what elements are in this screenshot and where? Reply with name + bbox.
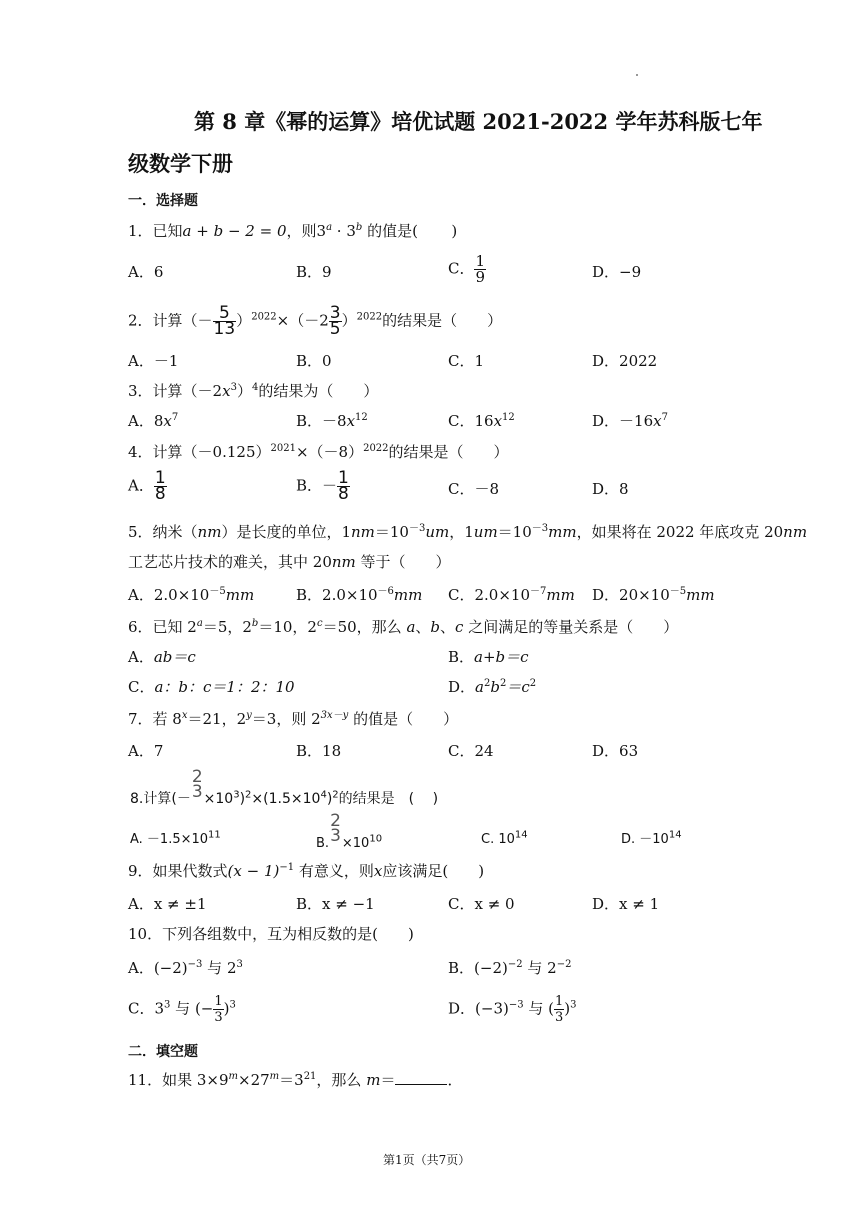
section-choice-heading: 一．选择题 bbox=[128, 193, 198, 209]
text: ×（－8） bbox=[295, 443, 364, 461]
q4-option-a bbox=[128, 468, 167, 504]
q5-option-d bbox=[592, 585, 715, 605]
exponent: y bbox=[246, 710, 252, 721]
variable: x bbox=[653, 412, 662, 430]
fraction bbox=[191, 767, 204, 802]
variable: x bbox=[346, 412, 356, 430]
denominator: 8 bbox=[338, 484, 349, 504]
text: ×(1.5×10 bbox=[251, 791, 321, 807]
exponent: 2 bbox=[499, 678, 507, 689]
label: C． bbox=[448, 259, 475, 278]
text: ） bbox=[236, 382, 252, 400]
text: D. －10 bbox=[621, 832, 669, 847]
variable: c bbox=[455, 618, 464, 636]
exponent: b bbox=[355, 222, 363, 233]
q9-option-d: D．x ≠ 1 bbox=[592, 895, 660, 913]
math: a + b − 2 = 0 bbox=[182, 222, 287, 240]
exponent: 7 bbox=[171, 412, 179, 423]
q3-option-b bbox=[296, 411, 368, 431]
exponent: m bbox=[228, 1071, 238, 1082]
text: D．20×10 bbox=[592, 586, 670, 604]
q2-option-b: B．0 bbox=[296, 352, 332, 370]
text: ，1 bbox=[449, 523, 474, 541]
exponent: －6 bbox=[377, 586, 394, 597]
text: ) bbox=[239, 791, 246, 807]
variable: m bbox=[366, 1071, 381, 1089]
question-1-stem bbox=[128, 221, 457, 241]
exponent: 2022 bbox=[363, 443, 389, 454]
text: D．－16 bbox=[592, 412, 654, 430]
unit: mm bbox=[686, 586, 715, 604]
variable: x bbox=[163, 412, 172, 430]
math: (x − 1) bbox=[227, 862, 280, 880]
denominator: 8 bbox=[154, 484, 166, 504]
denominator: 13 bbox=[213, 319, 236, 339]
label: A． bbox=[128, 648, 154, 666]
text: B．2.0×10 bbox=[296, 586, 378, 604]
exponent: 3 bbox=[236, 959, 243, 970]
unit: nm bbox=[783, 523, 808, 541]
label: D． bbox=[448, 678, 476, 696]
text: 有意义，则 bbox=[294, 862, 374, 880]
label: A． bbox=[128, 476, 154, 495]
exponent: 11 bbox=[208, 829, 221, 841]
answer-blank[interactable] bbox=[395, 1070, 447, 1085]
fraction bbox=[329, 811, 342, 846]
text: 1．已知 bbox=[128, 222, 183, 240]
q10-option-a bbox=[128, 958, 243, 978]
exponent: 3 bbox=[164, 999, 171, 1011]
fraction bbox=[337, 468, 350, 504]
text: C. 10 bbox=[481, 832, 515, 847]
denominator: 3 bbox=[214, 1010, 223, 1025]
q10-option-b bbox=[448, 958, 571, 978]
question-5-line-1 bbox=[128, 522, 807, 542]
numerator: 1 bbox=[554, 994, 564, 1009]
math: ＝c bbox=[506, 678, 530, 696]
unit: um bbox=[473, 523, 498, 541]
text: 与 2 bbox=[202, 959, 237, 977]
question-4-stem bbox=[128, 442, 509, 462]
title-line-2: 级数学下册 bbox=[128, 151, 233, 176]
exponent: 2 bbox=[332, 789, 339, 801]
exponent: －3 bbox=[531, 523, 549, 534]
text: ＝3 bbox=[279, 1071, 304, 1089]
variable: x bbox=[222, 382, 231, 400]
exponent: 12 bbox=[502, 412, 515, 423]
exponent: 4 bbox=[320, 789, 327, 801]
numerator: 1 bbox=[214, 994, 223, 1009]
exponent: 21 bbox=[303, 1071, 317, 1082]
page-footer: 第1页（共7页） bbox=[383, 1153, 471, 1167]
q8-option-c bbox=[481, 830, 528, 850]
math: a+b＝c bbox=[474, 648, 529, 666]
text: ＝10 bbox=[497, 523, 532, 541]
text: ，则 bbox=[286, 222, 317, 240]
fraction bbox=[213, 303, 237, 339]
question-2-stem bbox=[128, 303, 503, 339]
exponent: −1 bbox=[279, 862, 295, 873]
exponent: m bbox=[269, 1071, 280, 1082]
text: ，如果将在 2022 年底攻克 20 bbox=[576, 523, 784, 541]
exponent: 3x－y bbox=[320, 710, 349, 721]
q6-option-d bbox=[448, 677, 536, 697]
denominator: 3 bbox=[554, 1010, 564, 1025]
unit: mm bbox=[546, 586, 575, 604]
q10-option-d bbox=[448, 994, 577, 1025]
text: 6．已知 2 bbox=[128, 618, 197, 636]
text: 11．如果 3×9 bbox=[128, 1071, 229, 1089]
text: 之间满足的等量关系是（ ） bbox=[468, 618, 679, 636]
text: ) bbox=[223, 999, 230, 1018]
variable: a bbox=[406, 618, 416, 636]
text: ) bbox=[326, 791, 333, 807]
text: ＝5，2 bbox=[202, 618, 252, 636]
exponent: 2 bbox=[483, 678, 491, 689]
unit: nm bbox=[331, 553, 356, 571]
text: 与 (− bbox=[170, 999, 214, 1018]
exponent: －7 bbox=[530, 586, 547, 597]
question-5-line-2 bbox=[128, 552, 451, 572]
text: 的结果是（ ） bbox=[382, 311, 503, 330]
exponent: 2022 bbox=[356, 311, 383, 323]
exponent: 14 bbox=[668, 829, 682, 841]
denominator: 3 bbox=[330, 826, 341, 846]
question-11-stem bbox=[128, 1070, 462, 1090]
text: ） bbox=[341, 311, 357, 330]
variable: b bbox=[430, 618, 441, 636]
text: 7．若 8 bbox=[128, 710, 182, 728]
q8-option-b bbox=[316, 811, 383, 851]
unit: mm bbox=[225, 586, 255, 604]
q5-option-c bbox=[448, 585, 575, 605]
exponent: a bbox=[196, 618, 203, 629]
q2-option-d: D．2022 bbox=[592, 352, 658, 370]
variable: a bbox=[475, 678, 484, 696]
question-9-stem bbox=[128, 861, 484, 881]
exponent: a bbox=[326, 222, 333, 233]
math: ab＝c bbox=[153, 648, 196, 666]
numerator: 2 bbox=[191, 767, 203, 787]
exponent: 2021 bbox=[270, 443, 296, 454]
exponent: x bbox=[181, 710, 188, 721]
exponent: 3 bbox=[229, 999, 236, 1011]
text: 的值是（ ） bbox=[348, 710, 459, 728]
text: 的结果是 ( ) bbox=[338, 791, 439, 807]
exponent: b bbox=[251, 618, 259, 629]
exponent: 10 bbox=[369, 833, 383, 845]
exponent: －3 bbox=[408, 523, 426, 534]
text: 的结果为（ ） bbox=[258, 382, 379, 400]
text: 2．计算（－ bbox=[128, 311, 213, 330]
q4-option-c: C．－8 bbox=[448, 480, 500, 498]
variable: x bbox=[493, 412, 503, 430]
text: 应该满足( ) bbox=[382, 862, 485, 880]
q4-option-b bbox=[296, 468, 350, 504]
question-6-stem bbox=[128, 617, 678, 637]
exponent: c bbox=[316, 618, 323, 629]
text: 、 bbox=[440, 618, 456, 636]
text: ＝10 bbox=[374, 523, 409, 541]
q8-option-a bbox=[130, 830, 221, 850]
text: A．2.0×10 bbox=[128, 586, 210, 604]
text: 、 bbox=[415, 618, 431, 636]
numerator: 1 bbox=[154, 468, 166, 488]
text: ，那么 bbox=[316, 1071, 362, 1089]
text: B．(−2) bbox=[448, 959, 508, 977]
exponent: 3 bbox=[570, 999, 577, 1011]
q1-option-a: A．6 bbox=[128, 263, 164, 281]
q7-option-b: B．18 bbox=[296, 742, 342, 760]
exponent: 2022 bbox=[251, 311, 277, 323]
unit: um bbox=[425, 523, 450, 541]
numerator: 2 bbox=[330, 811, 341, 831]
denominator: 5 bbox=[329, 319, 341, 339]
exponent: 3 bbox=[230, 382, 237, 393]
q6-option-b bbox=[448, 647, 529, 667]
text: D．(−3) bbox=[448, 999, 509, 1018]
q8-option-d bbox=[621, 830, 682, 850]
text: 8.计算(－ bbox=[130, 791, 191, 807]
q5-option-a bbox=[128, 585, 254, 605]
text: ×10 bbox=[203, 791, 234, 807]
question-3-stem bbox=[128, 381, 378, 401]
exponent: 2 bbox=[245, 789, 252, 801]
text: A. －1.5×10 bbox=[130, 832, 209, 847]
text: ＝10，2 bbox=[258, 618, 317, 636]
exponent: −2 bbox=[507, 959, 523, 970]
text: ×（－2 bbox=[276, 311, 329, 330]
unit: nm bbox=[350, 523, 375, 541]
text: C．16 bbox=[448, 412, 494, 430]
text: 与 2 bbox=[522, 959, 557, 977]
text: ） bbox=[236, 311, 252, 330]
q4-option-d: D．8 bbox=[592, 480, 629, 498]
fraction bbox=[474, 254, 486, 285]
unit: mm bbox=[393, 586, 423, 604]
label: B．－ bbox=[296, 476, 338, 495]
text: ×27 bbox=[238, 1071, 270, 1089]
section-fill-heading: 二．填空题 bbox=[128, 1044, 198, 1060]
text: 的值是( bbox=[362, 222, 418, 240]
fraction bbox=[154, 468, 167, 504]
text: ) bbox=[451, 222, 458, 240]
decorative-dot bbox=[636, 74, 638, 76]
question-10-stem: 10．下列各组数中，互为相反数的是( ) bbox=[128, 925, 414, 943]
text: 3．计算（－2 bbox=[128, 382, 223, 400]
q2-option-a: A．－1 bbox=[128, 352, 179, 370]
q9-option-a: A．x ≠ ±1 bbox=[128, 895, 207, 913]
text: 与 ( bbox=[523, 999, 554, 1018]
q7-option-d: D．63 bbox=[592, 742, 639, 760]
label: B． bbox=[448, 648, 475, 666]
exponent: 7 bbox=[661, 412, 668, 423]
exponent: −2 bbox=[556, 959, 572, 970]
exponent: 2 bbox=[529, 678, 537, 689]
q1-option-b: B．9 bbox=[296, 263, 332, 281]
q6-option-c bbox=[128, 677, 295, 697]
q2-option-c: C．1 bbox=[448, 352, 485, 370]
text: 等于（ ） bbox=[355, 553, 451, 571]
label: B. bbox=[316, 835, 330, 851]
text: A．(−2) bbox=[128, 959, 188, 977]
variable: x bbox=[373, 862, 383, 880]
exponent: −3 bbox=[508, 999, 524, 1011]
text: C．2.0×10 bbox=[448, 586, 530, 604]
q3-option-c bbox=[448, 411, 515, 431]
q9-option-b: B．x ≠ −1 bbox=[296, 895, 375, 913]
unit: nm bbox=[197, 523, 222, 541]
text: ＝21，2 bbox=[187, 710, 247, 728]
text: 5．纳米（ bbox=[128, 523, 198, 541]
numerator: 1 bbox=[475, 252, 486, 270]
exponent: −3 bbox=[187, 959, 203, 970]
q7-option-c: C．24 bbox=[448, 742, 494, 760]
math: a：b：c＝1：2：10 bbox=[154, 678, 295, 696]
text: C．3 bbox=[128, 999, 165, 1018]
text: 9．如果代数式 bbox=[128, 862, 228, 880]
text: ＝3，则 2 bbox=[251, 710, 321, 728]
q6-option-a bbox=[128, 647, 196, 667]
q1-option-c bbox=[448, 254, 486, 285]
numerator: 3 bbox=[329, 303, 341, 323]
numerator: 5 bbox=[213, 306, 237, 322]
fraction bbox=[213, 994, 223, 1025]
denominator: 9 bbox=[475, 268, 486, 286]
question-8-stem bbox=[130, 767, 439, 807]
label: C． bbox=[128, 678, 155, 696]
denominator: 3 bbox=[191, 782, 203, 802]
text: A．8 bbox=[128, 412, 164, 430]
question-7-stem bbox=[128, 709, 458, 729]
q10-option-c bbox=[128, 994, 236, 1025]
title-line-1: 第 8 章《幂的运算》培优试题 2021-2022 学年苏科版七年 bbox=[194, 109, 763, 134]
fraction bbox=[329, 303, 342, 339]
q7-option-a: A．7 bbox=[128, 742, 164, 760]
q3-option-a bbox=[128, 411, 178, 431]
q1-option-d: D．−9 bbox=[592, 263, 642, 281]
q3-option-d bbox=[592, 411, 668, 431]
text: ＝ bbox=[380, 1071, 396, 1089]
exponent: 3 bbox=[233, 789, 240, 801]
q5-option-b bbox=[296, 585, 422, 605]
text: ) bbox=[564, 999, 571, 1018]
text: ＝50，那么 bbox=[322, 618, 402, 636]
numerator: 1 bbox=[338, 468, 349, 488]
text: 工艺芯片技术的难关，其中 20 bbox=[128, 553, 332, 571]
exponent: 14 bbox=[514, 829, 528, 841]
text: B．－8 bbox=[296, 412, 347, 430]
text: · 3 bbox=[332, 222, 356, 240]
q9-option-c: C．x ≠ 0 bbox=[448, 895, 515, 913]
fraction bbox=[554, 994, 564, 1025]
text: 的结果是（ ） bbox=[388, 443, 509, 461]
variable: b bbox=[490, 678, 500, 696]
text: ×10 bbox=[341, 835, 370, 851]
exponent: 12 bbox=[355, 412, 368, 423]
text: 3 bbox=[316, 222, 327, 240]
exponent: 4 bbox=[251, 382, 259, 393]
exponent: －5 bbox=[209, 586, 226, 597]
text: 4．计算（－0.125） bbox=[128, 443, 271, 461]
text: ． bbox=[447, 1071, 463, 1089]
text: ）是长度的单位，1 bbox=[221, 523, 351, 541]
unit: mm bbox=[548, 523, 577, 541]
exponent: －5 bbox=[669, 586, 687, 597]
